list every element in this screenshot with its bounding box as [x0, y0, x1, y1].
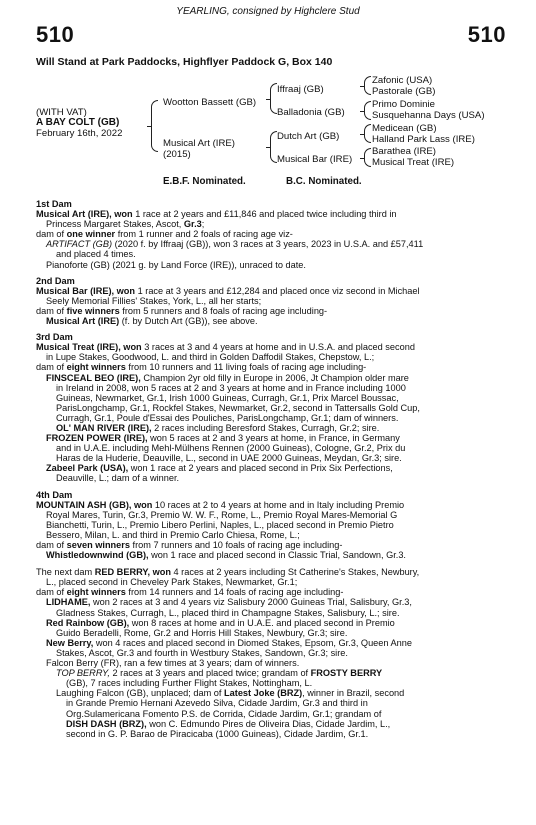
section-fourth-dam: 4th Dam MOUNTAIN ASH (GB), won 10 races at 2 to 4 years at home and in Italy including Premio Royal Mares, Turin, Gr.3, Premio W. W. F., Rome, L., Premio Royal Mares-Memorial G Bianchetti, Turin, L., Premio Libero Perlini, Naples, L., placed second in Premio Pietro Bessero, Milan, L. and third in Premio Carlo Chiesa, Rome, L.; dam of seven winners from 7 runners and 10 foals of racing age including- Whistledownwind (GB), won 1 race and placed second in Classic Trial, Sandown, Gr.3. — [36, 490, 506, 561]
pedigree-ddd: Musical Treat (IRE) — [372, 157, 455, 168]
pedigree-sds: Primo Dominie — [372, 99, 435, 110]
section-heading: 1st Dam — [36, 199, 72, 209]
pedigree-ss: Iffraaj (GB) — [277, 84, 324, 95]
vat-note: (WITH VAT) — [36, 107, 87, 118]
pedigree-ds: Dutch Art (GB) — [277, 131, 340, 142]
section-first-dam: 1st Dam Musical Art (IRE), won 1 race at 2 years and £11,846 and placed twice including third in Princess Margaret Stakes, Ascot, Gr.3; dam of one winner from 1 runner and 2 foals of racing age viz- ARTIFACT (GB) (2020 f. by Iffraaj (GB)), won 3 races at 3 years, 2023 in U.S.A. and £57,411 and placed 4 times. Pianoforte (GB) (2021 g. by Land Force (IRE)), unraced to date. — [36, 199, 506, 270]
lot-name: A BAY COLT (GB) — [36, 117, 120, 128]
section-heading: 4th Dam — [36, 489, 73, 500]
pedigree-dd: Musical Bar (IRE) — [277, 154, 353, 165]
ebf-nomination: E.B.F. Nominated. — [163, 176, 246, 187]
pedigree-brace-ss — [364, 76, 371, 95]
lot-number-right: 510 — [467, 22, 506, 47]
pedigree-brace-dd — [364, 148, 371, 167]
section-heading: 3rd Dam — [36, 332, 73, 343]
pedigree-dsd: Halland Park Lass (IRE) — [372, 134, 475, 145]
pedigree-dss: Medicean (GB) — [372, 123, 437, 134]
bc-nomination: B.C. Nominated. — [286, 176, 362, 187]
section-second-dam: 2nd Dam Musical Bar (IRE), won 1 race at 3 years and £12,284 and placed once viz second in Michael Seely Memorial Fillies' Stakes, York, L., all her starts; dam of five winners from 5 runners and 8 foals of racing age including- Musical Art (IRE) (f. by Dutch Art (GB)), see above. — [36, 276, 506, 326]
section-heading: 2nd Dam — [36, 275, 75, 286]
pedigree-sire: Wootton Bassett (GB) — [163, 97, 257, 108]
section-next-dam: The next dam RED BERRY, won 4 races at 2 years including St Catherine's Stakes, Newbury, L., placed second in Cheveley Park Stakes, Newmarket, Gr.1; dam of eight winners from 14 runners and 14 foals of racing age including- LIDHAME, won 2 races at 3 and 4 years viz Salisbury 2000 Guineas Trial, Salisbury, Gr.3, Gladness Stakes, Curragh, L., placed third in Champagne Stakes, Salisbury, L.; sire. Red Rainbow (GB), won 8 races at home and in U.A.E. and placed second in Premio Guido Beradelli, Rome, Gr.2 and Horris Hill Stakes, Newbury, Gr.3; sire. New Berry, won 4 races and placed second in Diomed Stakes, Epsom, Gr.3, Queen Anne Stakes, Ascot, Gr.3 and fourth in Westbury Stakes, Sandown, Gr.3; sire. Falcon Berry (FR), ran a few times at 3 years; dam of winners. TOP BERRY, 2 races at 3 years and placed twice; grandam of FROSTY BERRY (GB), 7 races including Further Flight Stakes, Nottingham, L. Laughing Falcon (GB), unplaced; dam of Latest Joke (BRZ), winner in Brazil, second in Grande Premio Hernani Azevedo Silva, Cidade Jardim, Gr.3 and third in Org.Sulamericana Fomento P.S. de Corrida, Cidade Jardim, Gr.1; grandam of DISH DASH (BRZ), won C. Edmundo Pires de Oliveira Dias, Cidade Jardim, L., second in G. P. Barao de Piracicaba (1000 Guineas), Cidade Jardim, Gr.1. — [36, 567, 420, 739]
lot-dob: February 16th, 2022 — [36, 128, 123, 139]
pedigree-ssd: Pastorale (GB) — [372, 86, 436, 97]
pedigree-brace-sd — [364, 101, 371, 120]
pedigree-sss: Zafonic (USA) — [372, 75, 433, 86]
consignment-header: YEARLING, consigned by Highclere Stud — [176, 6, 360, 17]
pedigree-dds: Barathea (IRE) — [372, 146, 436, 157]
pedigree-dam: Musical Art (IRE) — [163, 138, 235, 149]
lot-number-left: 510 — [36, 22, 75, 47]
pedigree-brace-sire — [270, 83, 277, 114]
section-third-dam: 3rd Dam Musical Treat (IRE), won 3 races at 3 and 4 years at home and in U.S.A. and placed second in Lupe Stakes, Goodwood, L. and third in Golden Daffodil Stakes, Chepstow, L.; dam of eight winners from 10 runners and 11 living foals of racing age including- FINSCEAL BEO (IRE), Champion 2yr old filly in Europe in 2006, Jt Champion older mare in Ireland in 2008, won 5 races at 2 and 3 years at home and in France including 1000 Guineas, Newmarket, Gr.1, Irish 1000 Guineas, Curragh, Gr.1, Prix Marcel Boussac, ParisLongchamp, Gr.1, Rockfel Stakes, Newmarket, Gr.2, second in Tattersalls Gold Cup, Curragh, Gr.1, Poule d'Essai des Pouliches, ParisLongchamp, Gr.1; dam of winners. OL' MAN RIVER (IRE), 2 races including Beresford Stakes, Curragh, Gr.2; sire. FROZEN POWER (IRE), won 5 races at 2 and 3 years at home, in France, in Germany and in U.A.E. including Mehl-Mülhens Rennen (2000 Guineas), Cologne, Gr.2, Prix du Haras de la Huderie, Deauville, L., second in UAE 2000 Guineas, Meydan, Gr.3; sire. Zabeel Park (USA), won 1 race at 2 years and placed second in Prix Six Perfections, Deauville, L.; dam of a winner. — [36, 332, 506, 483]
pedigree-brace-dam — [270, 131, 277, 163]
pedigree-brace-main — [151, 100, 158, 152]
pedigree-dam-year: (2015) — [163, 149, 191, 160]
pedigree-sdd: Susquehanna Days (USA) — [372, 110, 485, 121]
catalogue-body — [36, 195, 506, 739]
stand-location: Will Stand at Park Paddocks, Highflyer Paddock G, Box 140 — [36, 56, 333, 68]
pedigree-brace-ds — [364, 124, 371, 143]
pedigree-sd: Balladonia (GB) — [277, 107, 345, 118]
